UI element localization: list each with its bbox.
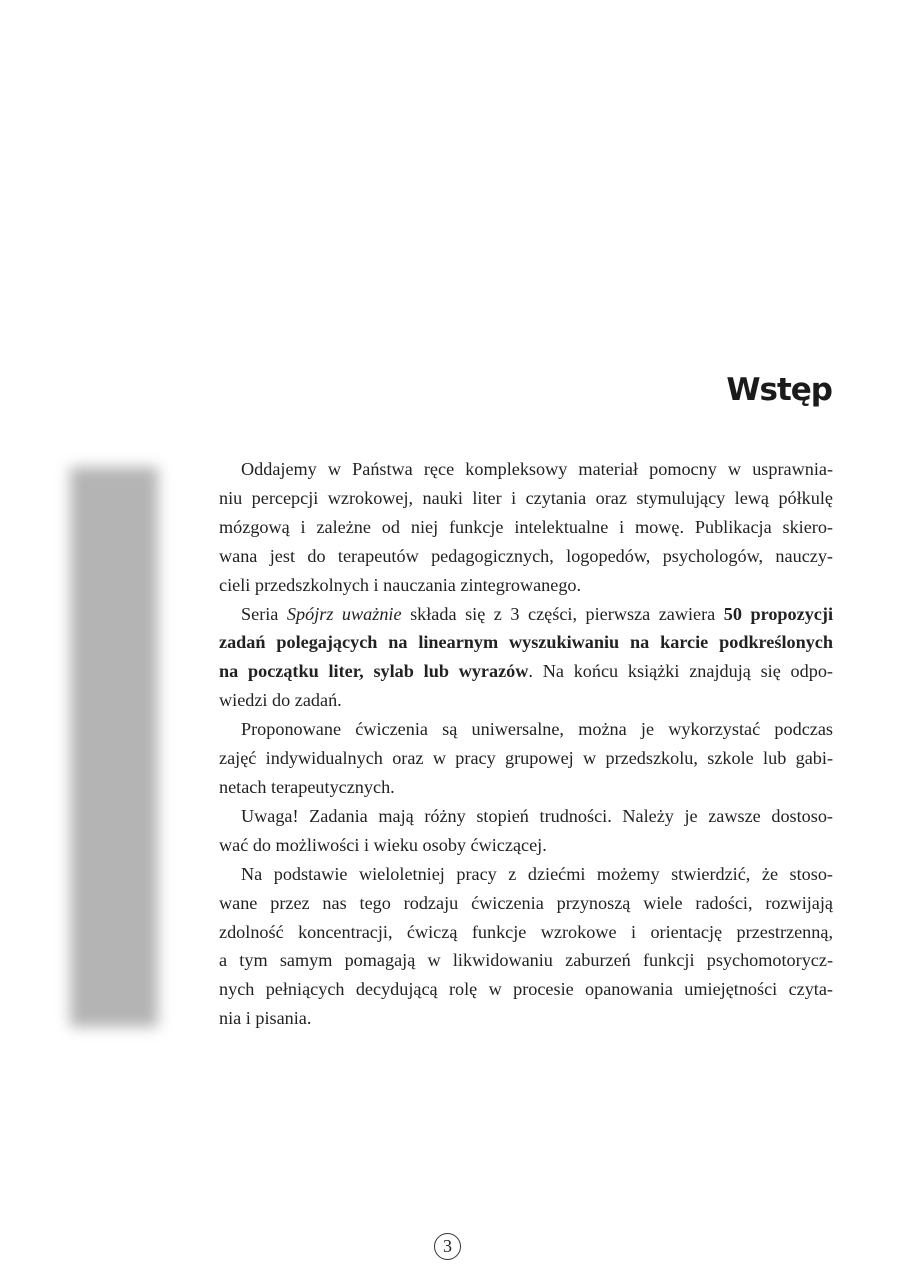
paragraph-line [219,657,833,686]
paragraph-line: niu percepcji wzrokowej, nauki liter i czytania oraz stymulujący lewą półkulę [219,487,833,508]
paragraph-line: mózgową i zależne od niej funkcje intelektualne i mowę. Publikacja skiero- [219,516,833,537]
bold-text: 50 propozycji [723,603,833,624]
text-run: Seria [241,603,287,624]
paragraph-line [219,600,833,629]
paragraph-line: nych pełniących decydującą rolę w procesie opanowania umiejętności czyta- [219,979,833,1000]
text-run: . Na końcu książki znajdują się odpo- [528,661,833,682]
paragraph-line: netach terapeutycznych. [219,776,395,797]
paragraph-line: Na podstawie wieloletniej pracy z dziećmi możemy stwierdzić, że stoso- [241,863,833,884]
paragraph-line: wiedzi do zadań. [219,690,342,711]
paragraph-line: zajęć indywidualnych oraz w pracy grupowej w przedszkolu, szkole lub gabi- [219,748,833,769]
intro-text [219,455,833,1033]
paragraph-line: wać do możliwości i wieku osoby ćwiczącej. [219,834,547,855]
paragraph-line: wane przez nas tego rodzaju ćwiczenia przynoszą wiele radości, rozwijają [219,892,833,913]
paragraph-line: Proponowane ćwiczenia są uniwersalne, można je wykorzystać podczas [241,719,833,740]
paragraph-line: Oddajemy w Państwa ręce kompleksowy materiał pomocny w usprawnia- [241,459,833,479]
paragraph-line: zdolność koncentracji, ćwiczą funkcje wzrokowe i orientację przestrzenną, [219,921,833,942]
paragraph-line: Uwaga! Zadania mają różny stopień trudności. Należy je zawsze dostoso- [241,805,833,826]
paragraph-line: cieli przedszkolnych i nauczania zintegrowanego. [219,574,582,595]
paragraph-line: nia i pisania. [219,1008,312,1029]
bold-text: zadań polegających na linearnym wyszukiwaniu na karcie podkreślonych [219,632,833,653]
page-title: Wstęp [726,372,832,408]
text-run: składa się z 3 części, pierwsza zawiera [401,603,724,624]
paragraph-line: wana jest do terapeutów pedagogicznych, logopedów, psychologów, nauczy- [219,545,833,566]
series-title: Spójrz uważnie [286,603,402,624]
paragraph-line [219,628,833,657]
page-number-text: 3 [443,1236,452,1256]
paragraph-line: a tym samym pomagają w likwidowaniu zaburzeń funkcji psychomotorycz- [219,950,833,971]
bold-text: na początku liter, sylab lub wyrazów [219,661,529,682]
page-number [434,1233,461,1260]
decorative-side-bar [70,467,158,1027]
